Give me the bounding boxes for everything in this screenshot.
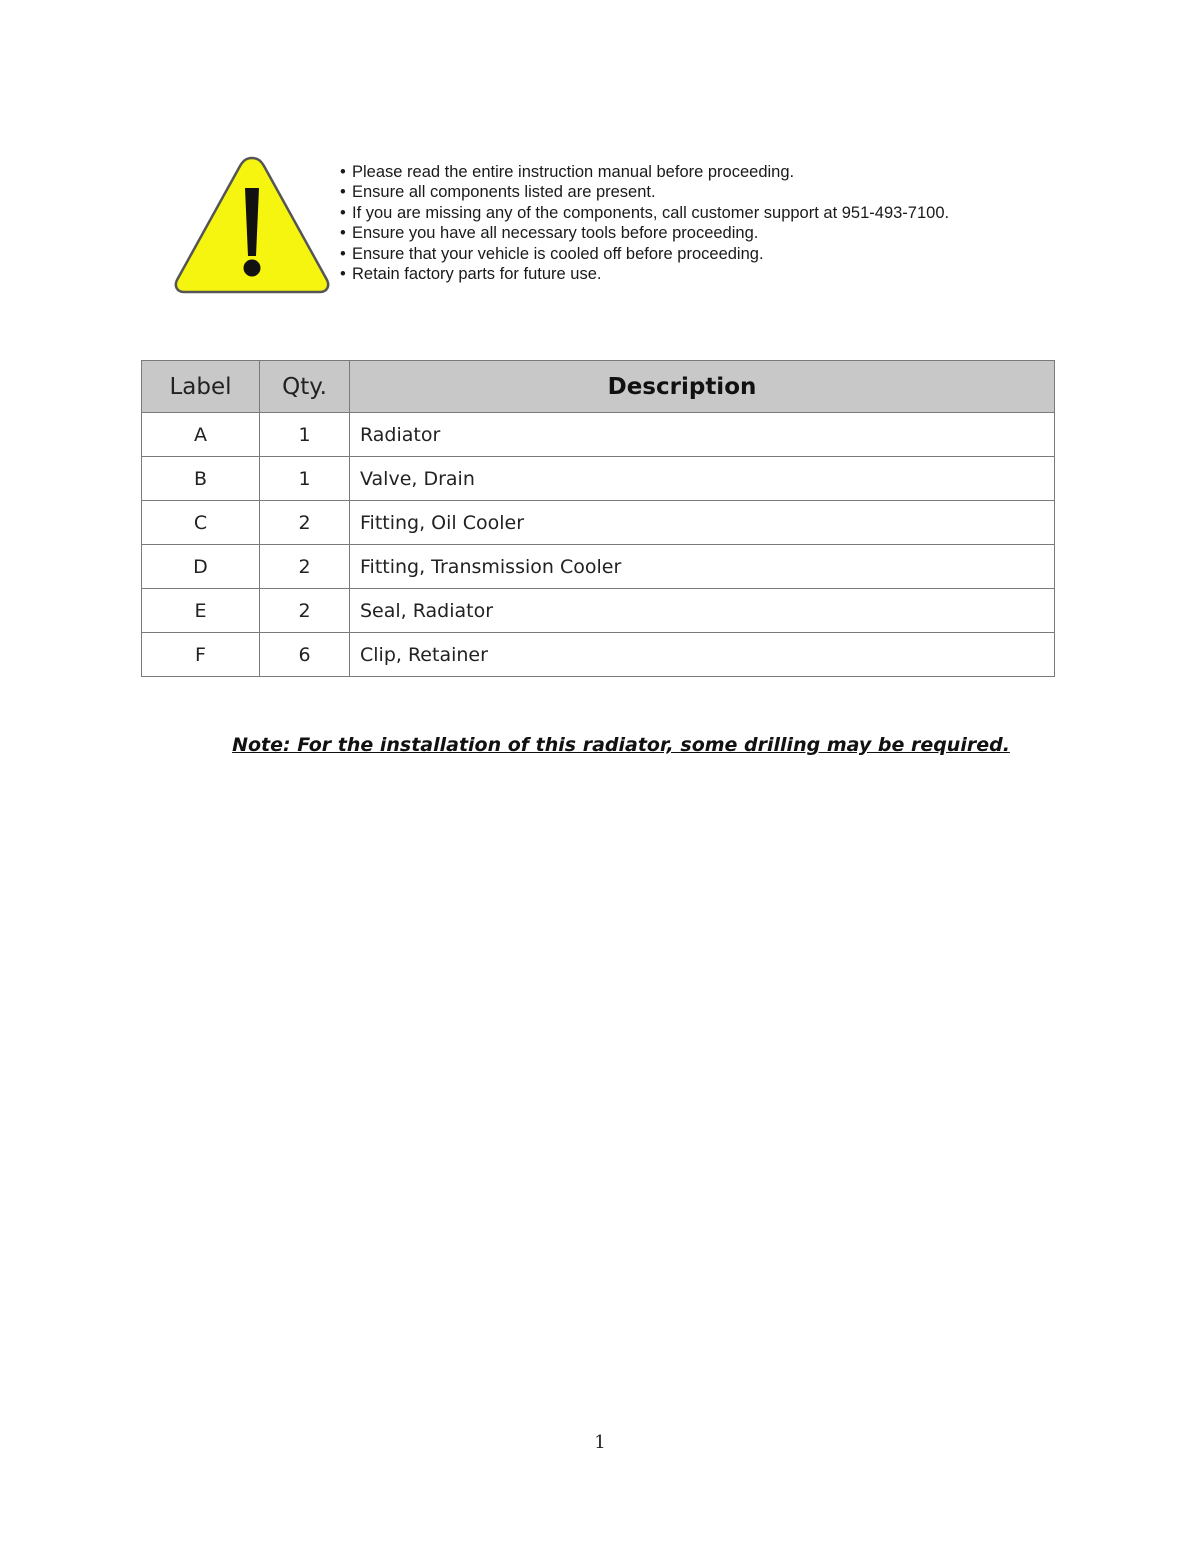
- cell-description: Seal, Radiator: [350, 589, 1055, 633]
- bullet: •: [340, 265, 346, 284]
- cell-label: C: [142, 501, 260, 545]
- table-row: [142, 589, 1055, 633]
- page-number: 1: [594, 1432, 606, 1453]
- cell-description: Clip, Retainer: [350, 633, 1055, 677]
- warning-item: [340, 182, 949, 202]
- cell-qty: 2: [260, 545, 350, 589]
- cell-description: Radiator: [350, 413, 1055, 457]
- warning-item: [340, 244, 949, 264]
- warning-item: [340, 264, 949, 284]
- warning-item-text: Ensure you have all necessary tools before proceeding.: [352, 224, 759, 243]
- warning-list: [340, 162, 949, 284]
- warning-item-text: Ensure all components listed are present.: [352, 183, 656, 202]
- cell-description: Fitting, Oil Cooler: [350, 501, 1055, 545]
- header-label: Label: [142, 361, 260, 413]
- bullet: •: [340, 203, 346, 222]
- header-description: Description: [350, 361, 1055, 413]
- warning-item: [340, 223, 949, 243]
- table-row: [142, 545, 1055, 589]
- cell-qty: 2: [260, 501, 350, 545]
- header-row: [142, 361, 1055, 413]
- parts-table-header: [142, 361, 1055, 413]
- bullet: •: [340, 183, 346, 202]
- cell-label: B: [142, 457, 260, 501]
- cell-qty: 1: [260, 457, 350, 501]
- parts-table: [141, 360, 1055, 677]
- cell-label: E: [142, 589, 260, 633]
- table-row: [142, 457, 1055, 501]
- cell-description: Valve, Drain: [350, 457, 1055, 501]
- table-row: [142, 633, 1055, 677]
- cell-label: F: [142, 633, 260, 677]
- warning-item-text: Retain factory parts for future use.: [352, 265, 602, 284]
- bullet: •: [340, 244, 346, 263]
- installation-note: Note: For the installation of this radiator, some drilling may be required.: [232, 734, 1010, 756]
- cell-label: D: [142, 545, 260, 589]
- bullet: •: [340, 163, 346, 181]
- warning-block: [172, 150, 1072, 300]
- warning-item: [340, 162, 949, 182]
- cell-label: A: [142, 413, 260, 457]
- header-qty: Qty.: [260, 361, 350, 413]
- parts-table-body: [142, 413, 1055, 677]
- warning-item-text: If you are missing any of the components, call customer support at 951-493-7100.: [352, 203, 950, 222]
- cell-description: Fitting, Transmission Cooler: [350, 545, 1055, 589]
- table-row: [142, 413, 1055, 457]
- warning-item-text: Ensure that your vehicle is cooled off before proceeding.: [352, 244, 764, 263]
- table-row: [142, 501, 1055, 545]
- bullet: •: [340, 224, 346, 243]
- warning-triangle-icon: [172, 152, 332, 296]
- cell-qty: 2: [260, 589, 350, 633]
- warning-item: [340, 203, 949, 223]
- cell-qty: 6: [260, 633, 350, 677]
- warning-item-text: Please read the entire instruction manual before proceeding.: [352, 163, 795, 181]
- cell-qty: 1: [260, 413, 350, 457]
